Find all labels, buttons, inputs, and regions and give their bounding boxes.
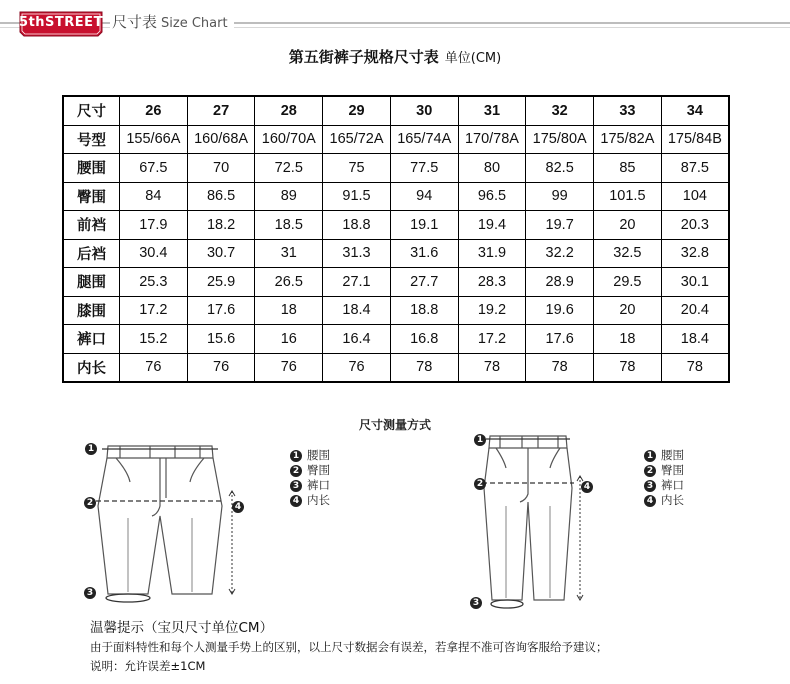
table-cell: 17.2 [120, 296, 188, 325]
table-cell: 155/66A [120, 125, 188, 154]
table-cell: 18.2 [187, 211, 255, 240]
brand-logo [18, 8, 104, 38]
table-cell: 20 [594, 296, 662, 325]
table-cell: 101.5 [594, 182, 662, 211]
table-row [63, 182, 729, 211]
table-cell: 78 [661, 353, 729, 382]
table-title-text: 第五街裤子规格尺寸表 [288, 48, 439, 66]
table-cell: 165/72A [323, 125, 391, 154]
marker-1-right: 1 [474, 434, 486, 446]
table-cell: 20.4 [661, 296, 729, 325]
table-cell: 28.3 [458, 268, 526, 297]
table-cell: 85 [594, 154, 662, 183]
table-cell: 30.7 [187, 239, 255, 268]
table-cell: 15.6 [187, 325, 255, 354]
pants-front-diagram [80, 436, 250, 608]
table-cell: 31 [255, 239, 323, 268]
size-table [62, 95, 730, 383]
table-cell: 87.5 [661, 154, 729, 183]
table-cell: 89 [255, 182, 323, 211]
measurement-method-title: 尺寸测量方式 [358, 418, 431, 432]
size-table-body [63, 96, 729, 382]
marker-1-left: 1 [85, 443, 97, 455]
table-cell: 78 [526, 353, 594, 382]
table-cell: 28 [255, 96, 323, 125]
table-cell: 15.2 [120, 325, 188, 354]
table-cell: 31.6 [390, 239, 458, 268]
table-cell: 78 [594, 353, 662, 382]
legend-label: 内长 [307, 493, 330, 507]
table-cell: 26.5 [255, 268, 323, 297]
table-row [63, 296, 729, 325]
table-cell: 32.8 [661, 239, 729, 268]
table-cell: 32 [526, 96, 594, 125]
table-cell: 19.1 [390, 211, 458, 240]
table-cell: 76 [323, 353, 391, 382]
legend-item [644, 463, 684, 478]
table-cell: 84 [120, 182, 188, 211]
table-cell: 76 [187, 353, 255, 382]
legend-label: 腰围 [307, 448, 330, 462]
table-row [63, 239, 729, 268]
table-cell: 31.9 [458, 239, 526, 268]
header-title-cn: 尺寸表 [112, 13, 158, 31]
table-cell: 16.4 [323, 325, 391, 354]
legend-num: 3 [644, 480, 656, 492]
table-cell: 94 [390, 182, 458, 211]
table-cell: 19.6 [526, 296, 594, 325]
row-label: 臀围 [63, 182, 120, 211]
table-unit: 单位(CM) [444, 51, 502, 66]
table-cell: 160/68A [187, 125, 255, 154]
table-cell: 27.7 [390, 268, 458, 297]
legend-num: 1 [290, 450, 302, 462]
table-cell: 96.5 [458, 182, 526, 211]
table-row [63, 154, 729, 183]
legend-item [644, 493, 684, 508]
legend-item [290, 448, 330, 463]
legend-num: 4 [644, 495, 656, 507]
table-cell: 19.4 [458, 211, 526, 240]
marker-4-right: 4 [581, 481, 593, 493]
header-title [110, 12, 234, 34]
legend-label: 腰围 [661, 448, 684, 462]
tips-title: 温馨提示（宝贝尺寸单位CM） [90, 620, 274, 636]
legend-label: 内长 [661, 493, 684, 507]
logo-text: 5thSTREET [19, 15, 103, 30]
legend-left [290, 448, 330, 508]
legend-item [644, 448, 684, 463]
marker-3-right: 3 [470, 597, 482, 609]
table-row [63, 325, 729, 354]
table-cell: 86.5 [187, 182, 255, 211]
legend-num: 2 [290, 465, 302, 477]
table-cell: 175/84B [661, 125, 729, 154]
table-cell: 18.8 [323, 211, 391, 240]
table-cell: 67.5 [120, 154, 188, 183]
legend-label: 裤口 [307, 478, 330, 492]
marker-2-left: 2 [84, 497, 96, 509]
table-cell: 30 [390, 96, 458, 125]
table-cell: 175/80A [526, 125, 594, 154]
row-label: 裤口 [63, 325, 120, 354]
table-cell: 34 [661, 96, 729, 125]
legend-item [644, 478, 684, 493]
table-cell: 75 [323, 154, 391, 183]
row-label: 腰围 [63, 154, 120, 183]
table-cell: 30.1 [661, 268, 729, 297]
table-row [63, 211, 729, 240]
legend-right [644, 448, 684, 508]
table-cell: 78 [390, 353, 458, 382]
table-cell: 32.2 [526, 239, 594, 268]
table-cell: 104 [661, 182, 729, 211]
row-label: 前裆 [63, 211, 120, 240]
table-cell: 99 [526, 182, 594, 211]
marker-2-right: 2 [474, 478, 486, 490]
table-cell: 27.1 [323, 268, 391, 297]
table-cell: 18.5 [255, 211, 323, 240]
table-cell: 175/82A [594, 125, 662, 154]
table-cell: 16 [255, 325, 323, 354]
table-cell: 27 [187, 96, 255, 125]
table-cell: 78 [458, 353, 526, 382]
legend-num: 4 [290, 495, 302, 507]
legend-num: 1 [644, 450, 656, 462]
table-row [63, 96, 729, 125]
table-cell: 30.4 [120, 239, 188, 268]
row-label: 内长 [63, 353, 120, 382]
row-label: 腿围 [63, 268, 120, 297]
table-row [63, 353, 729, 382]
table-cell: 31.3 [323, 239, 391, 268]
table-cell: 26 [120, 96, 188, 125]
table-row [63, 125, 729, 154]
row-label: 膝围 [63, 296, 120, 325]
table-cell: 76 [120, 353, 188, 382]
marker-3-left: 3 [84, 587, 96, 599]
table-cell: 17.6 [187, 296, 255, 325]
table-cell: 33 [594, 96, 662, 125]
table-cell: 17.2 [458, 325, 526, 354]
table-cell: 70 [187, 154, 255, 183]
legend-label: 裤口 [661, 478, 684, 492]
row-label: 后裆 [63, 239, 120, 268]
table-cell: 28.9 [526, 268, 594, 297]
table-cell: 18 [594, 325, 662, 354]
header-title-en: Size Chart [161, 16, 228, 31]
table-cell: 80 [458, 154, 526, 183]
table-cell: 25.9 [187, 268, 255, 297]
row-label: 尺寸 [63, 96, 120, 125]
tips-line-1: 由于面料特性和每个人测量手势上的区别，以上尺寸数据会有误差，若拿捏不准可咨询客服给予建议； [90, 640, 608, 654]
table-cell: 18.8 [390, 296, 458, 325]
table-cell: 17.9 [120, 211, 188, 240]
table-cell: 18.4 [661, 325, 729, 354]
table-cell: 29.5 [594, 268, 662, 297]
table-cell: 31 [458, 96, 526, 125]
tips-section [90, 618, 780, 676]
legend-item [290, 478, 330, 493]
table-cell: 17.6 [526, 325, 594, 354]
table-cell: 77.5 [390, 154, 458, 183]
table-cell: 20.3 [661, 211, 729, 240]
table-cell: 19.2 [458, 296, 526, 325]
page-header [0, 0, 790, 44]
table-cell: 25.3 [120, 268, 188, 297]
table-title [0, 46, 790, 67]
table-cell: 20 [594, 211, 662, 240]
marker-4-left: 4 [232, 501, 244, 513]
table-cell: 72.5 [255, 154, 323, 183]
table-cell: 32.5 [594, 239, 662, 268]
row-label: 号型 [63, 125, 120, 154]
legend-num: 3 [290, 480, 302, 492]
table-cell: 160/70A [255, 125, 323, 154]
table-cell: 82.5 [526, 154, 594, 183]
legend-num: 2 [644, 465, 656, 477]
legend-label: 臀围 [307, 463, 330, 477]
table-cell: 16.8 [390, 325, 458, 354]
pants-slim-diagram [470, 428, 600, 614]
table-cell: 165/74A [390, 125, 458, 154]
table-cell: 18.4 [323, 296, 391, 325]
legend-label: 臀围 [661, 463, 684, 477]
table-cell: 170/78A [458, 125, 526, 154]
tips-line-2: 说明：允许误差±1CM [90, 659, 206, 673]
table-cell: 91.5 [323, 182, 391, 211]
table-row [63, 268, 729, 297]
table-cell: 18 [255, 296, 323, 325]
table-cell: 29 [323, 96, 391, 125]
legend-item [290, 463, 330, 478]
legend-item [290, 493, 330, 508]
table-cell: 19.7 [526, 211, 594, 240]
table-cell: 76 [255, 353, 323, 382]
